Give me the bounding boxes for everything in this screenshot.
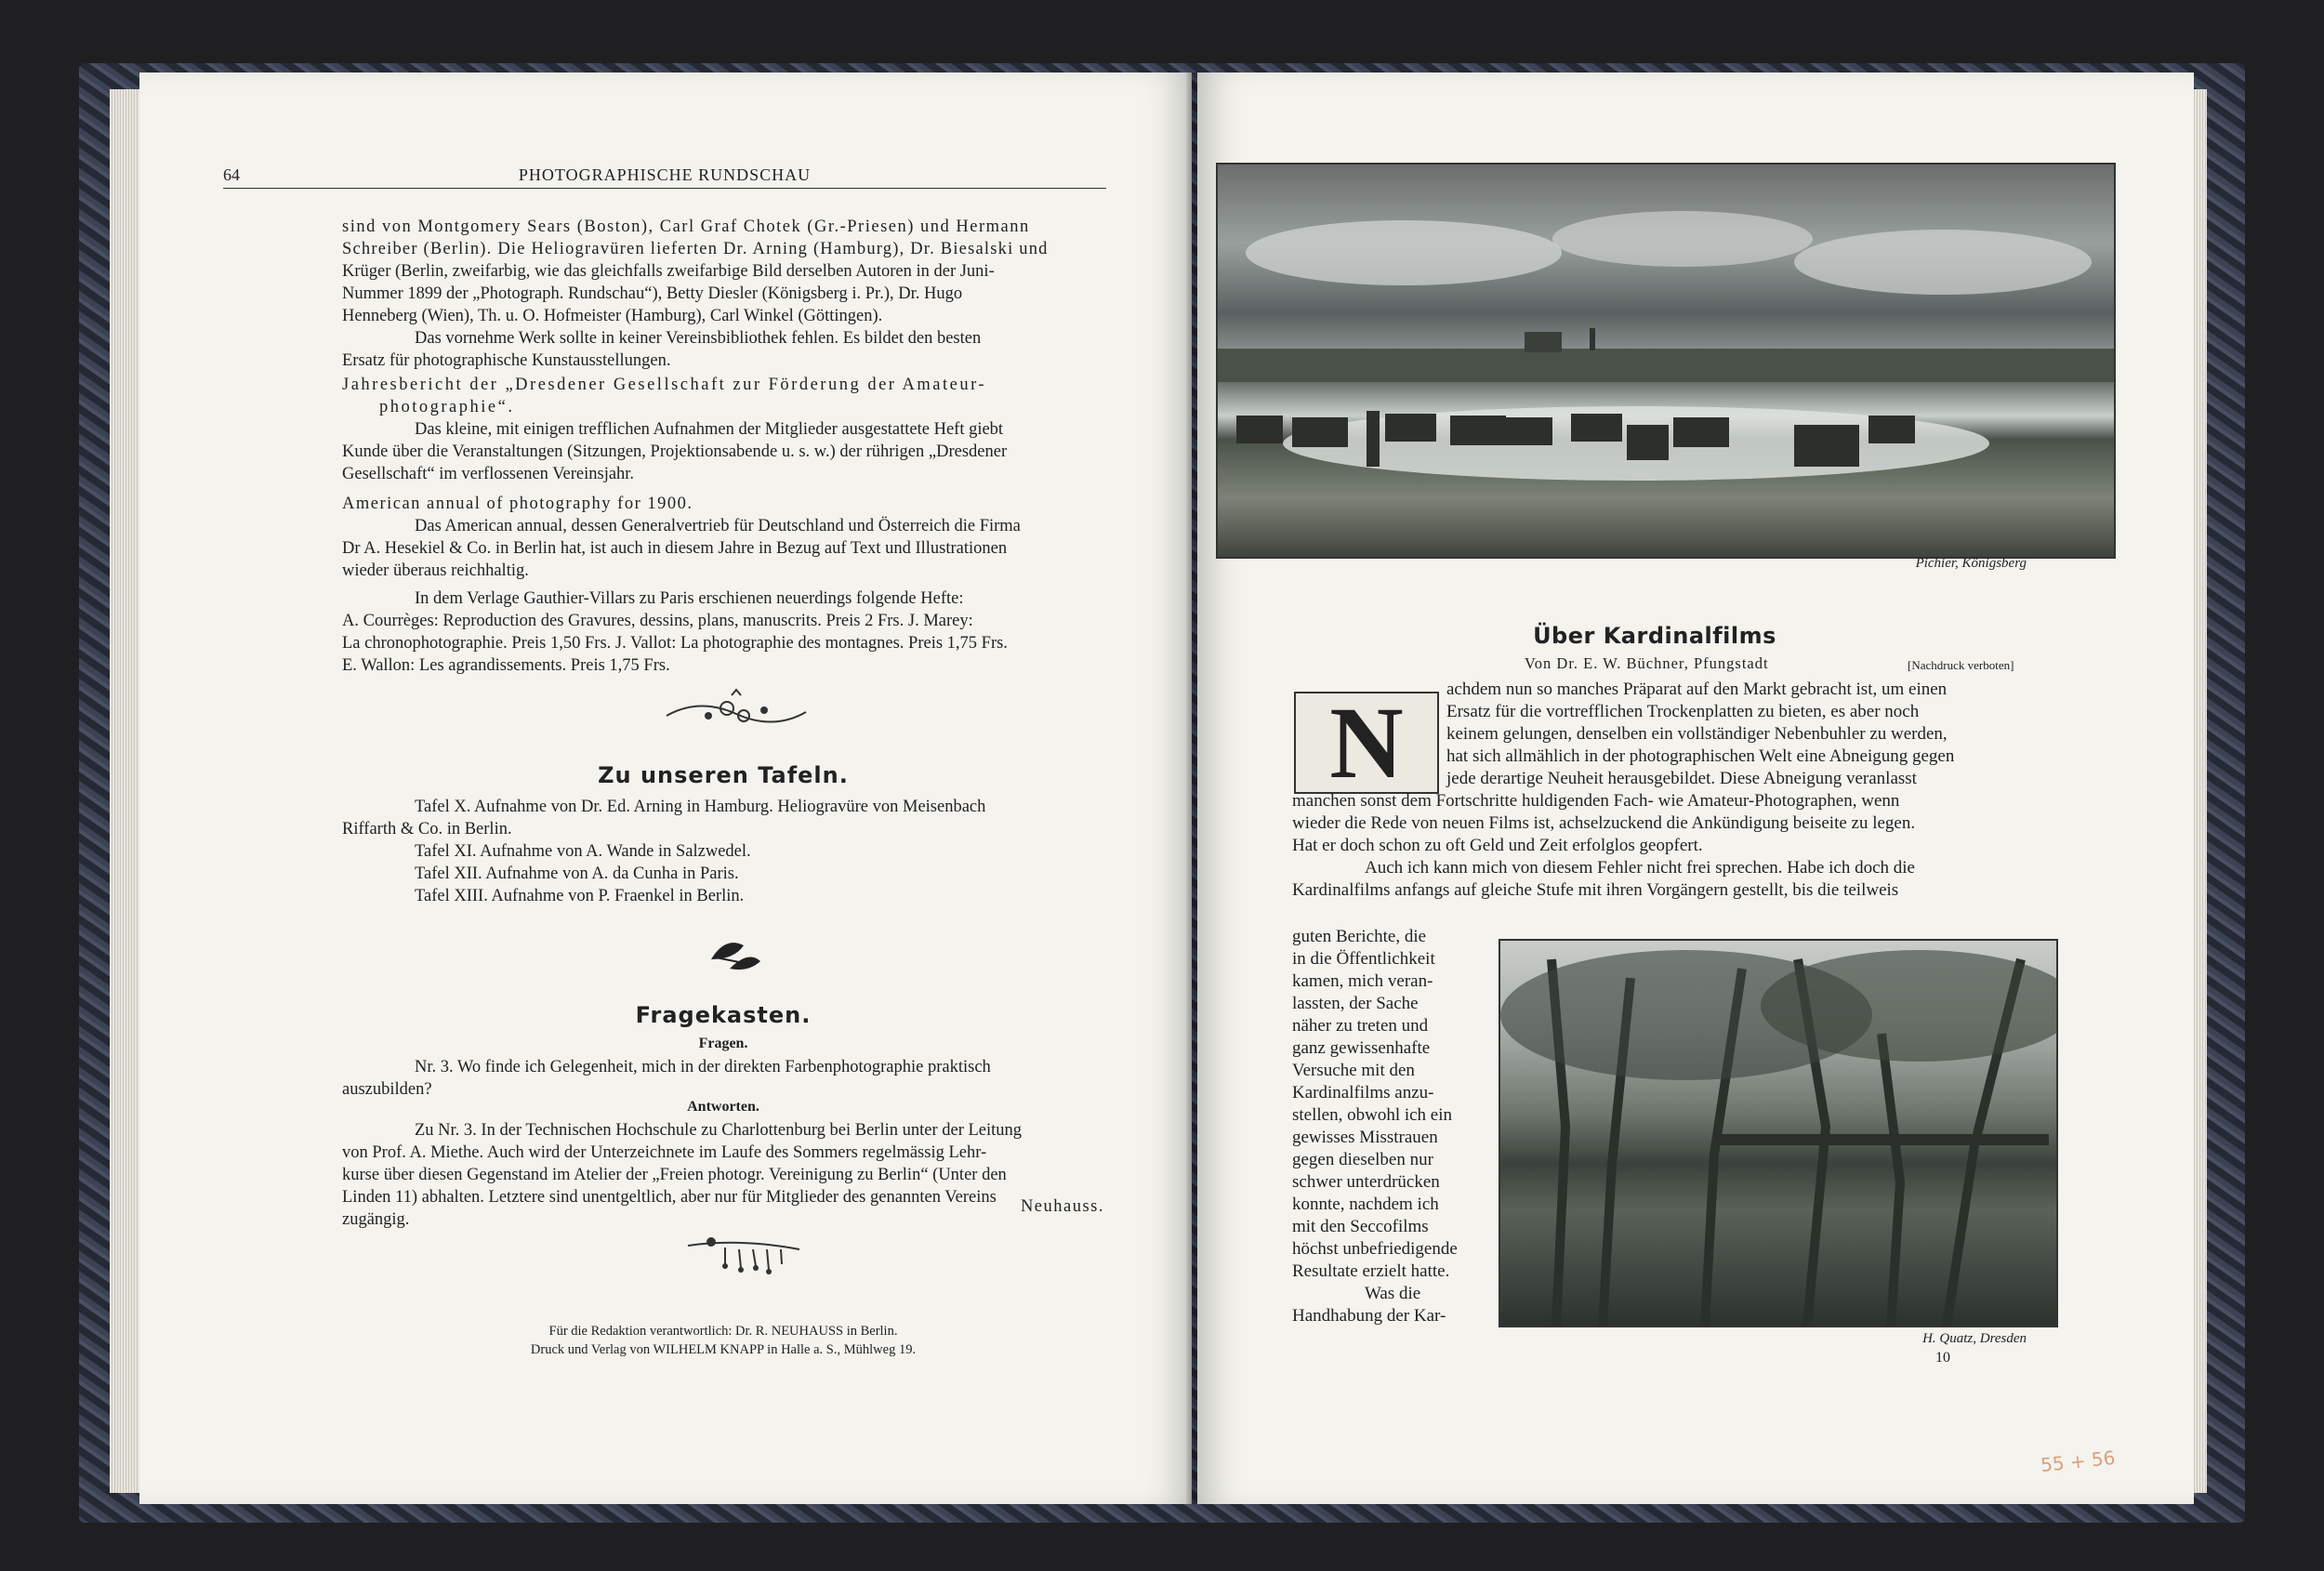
text-line: Kardinalfilms anfangs auf gleiche Stufe mit ihren Vorgängern gestellt, bis die teilweis — [1292, 880, 1899, 900]
text-line: Kardinalfilms anzu- — [1292, 1083, 1434, 1102]
text-line: E. Wallon: Les agrandissements. Preis 1,75 Frs. — [342, 656, 670, 675]
text-line: Schreiber (Berlin). Die Heliogravüren lieferten Dr. Arning (Hamburg), Dr. Biesalski und — [342, 240, 1049, 258]
list-item: Tafel X. Aufnahme von Dr. Ed. Arning in Hamburg. Heliogravüre von Meisenbach — [415, 798, 986, 816]
text-line: Das American annual, dessen Generalvertrieb für Deutschland und Österreich die Firma — [415, 517, 1021, 535]
text-line: Nr. 3. Wo finde ich Gelegenheit, mich in der direkten Farbenphotographie praktisch — [415, 1058, 991, 1076]
imprint-line: Für die Redaktion verantwortlich: Dr. R. NEUHAUSS in Berlin. — [548, 1324, 898, 1339]
section-title: Jahresbericht der „Dresdener Gesellschaft zur Förderung der Amateur- — [342, 376, 987, 394]
text-line: A. Courrèges: Reproduction des Gravures, dessins, plans, manuscrits. Preis 2 Frs. J. Marey: — [342, 612, 973, 630]
article-body-column — [1292, 926, 1474, 1327]
text-line: auszubilden? — [342, 1080, 432, 1099]
fragen-label: Fragen. — [698, 1036, 748, 1051]
gauthier-section — [342, 587, 1104, 677]
text-line: Henneberg (Wien), Th. u. O. Hofmeister (Hamburg), Carl Winkel (Göttingen). — [342, 307, 883, 325]
text-line: wieder die Rede von neuen Films ist, achselzuckend die Ankündigung beiseite zu legen. — [1292, 813, 1916, 833]
text-line: gegen dieselben nur — [1292, 1150, 1433, 1169]
list-item: Riffarth & Co. in Berlin. — [342, 820, 512, 838]
text-line: Kunde über die Veranstaltungen (Sitzungen, Projektionsabende u. s. w.) der rührigen „Dresdener — [342, 442, 1008, 461]
text-line: von Prof. A. Miethe. Auch wird der Unterzeichnete im Laufe des Sommers regelmässig Lehr- — [342, 1143, 987, 1162]
text-line: manchen sonst dem Fortschritte huldigenden Fach- wie Amateur-Photographen, wenn — [1292, 791, 1900, 811]
imprint — [342, 1322, 1104, 1359]
imprint-line: Druck und Verlag von WILHELM KNAPP in Halle a. S., Mühlweg 19. — [530, 1342, 917, 1357]
text-line: stellen, obwohl ich ein — [1292, 1105, 1453, 1125]
landscape-cattle-photo — [1216, 163, 2116, 559]
flooded-trees-photo — [1499, 939, 2058, 1327]
jahresbericht-section — [342, 374, 1104, 485]
text-line: La chronophotographie. Preis 1,50 Frs. J. Vallot: La photographie des montagnes. Preis 1,75 Frs. — [342, 634, 1008, 653]
text-line: höchst unbefriedigende — [1292, 1239, 1458, 1259]
text-line: Hat er doch schon zu oft Geld und Zeit erfolglos geopfert. — [1292, 836, 1703, 855]
running-title: PHOTOGRAPHISCHE RUNDSCHAU — [518, 165, 812, 184]
text-line: achdem nun so manches Präparat auf den Markt gebracht ist, um einen — [1446, 680, 1948, 699]
text-line: Handhabung der Kar- — [1292, 1306, 1446, 1326]
photo-shapes — [1218, 165, 2114, 557]
section-title: American annual of photography for 1900. — [342, 495, 693, 513]
text-line: schwer unterdrücken — [1292, 1172, 1440, 1192]
text-line: wieder überaus reichhaltig. — [342, 561, 529, 580]
article-byline: Von Dr. E. W. Büchner, Pfungstadt — [1525, 654, 1769, 672]
text-line: näher zu treten und — [1292, 1016, 1429, 1036]
text-line: Das kleine, mit einigen trefflichen Aufnahmen der Mitglieder ausgestattete Heft giebt — [415, 420, 1004, 439]
text-line: kamen, mich veran- — [1292, 971, 1433, 991]
floral-sprig-ornament-icon — [683, 1229, 804, 1275]
text-line: Ersatz für die vortrefflichen Trockenplatten zu bieten, es aber noch — [1446, 702, 1920, 721]
american-annual-section — [342, 493, 1104, 582]
text-line: keinem gelungen, denselben ein vollständiger Nebenbuhler zu werden, — [1446, 724, 1948, 744]
article-body-wide — [1292, 790, 2058, 902]
article-body-top — [1446, 679, 2058, 790]
reprint-notice: [Nachdruck verboten] — [1908, 658, 2014, 672]
list-item: Tafel XII. Aufnahme von A. da Cunha in Paris. — [415, 865, 739, 883]
text-line: Resultate erzielt hatte. — [1292, 1261, 1450, 1281]
article-title: Über Kardinalfilms — [1533, 623, 1776, 649]
list-item: Tafel XIII. Aufnahme von P. Fraenkel in Berlin. — [415, 887, 745, 905]
text-line: Das vornehme Werk sollte in keiner Vereinsbibliothek fehlen. Es bildet den besten — [415, 329, 982, 348]
sheet-number: 10 — [1935, 1350, 1950, 1366]
text-line: in die Öffentlichkeit — [1292, 949, 1435, 969]
section-title: photographie“. — [379, 398, 515, 416]
tafeln-heading: Zu unseren Tafeln. — [598, 762, 849, 788]
text-line: Was die — [1365, 1284, 1421, 1303]
text-line: Auch ich kann mich von diesem Fehler nicht frei sprechen. Habe ich doch die — [1365, 858, 1915, 878]
photo-shapes — [1500, 941, 2056, 1326]
antworten-label: Antworten. — [687, 1099, 759, 1115]
text-line: sind von Montgomery Sears (Boston), Carl Graf Chotek (Gr.-Priesen) und Hermann — [342, 218, 1030, 236]
photo2-caption: H. Quatz, Dresden — [1922, 1331, 2027, 1346]
photo1-caption: Pichier, Königsberg — [1915, 556, 2027, 571]
text-line: lassten, der Sache — [1292, 994, 1419, 1013]
list-item: Tafel XI. Aufnahme von A. Wande in Salzwedel. — [415, 842, 751, 861]
page-number: 64 — [223, 165, 240, 184]
fragen-block — [342, 1056, 1104, 1101]
text-line: ganz gewissenhafte — [1292, 1038, 1431, 1058]
text-line: Krüger (Berlin, zweifarbig, wie das gleichfalls zweifarbige Bild derselben Autoren in der Juni- — [342, 262, 995, 281]
text-line: Gesellschaft“ im verflossenen Vereinsjahr. — [342, 465, 635, 483]
text-line: Linden 11) abhalten. Letztere sind unentgeltlich, aber nur für Mitglieder des genannten Vereins — [342, 1188, 997, 1207]
text-line: gewisses Misstrauen — [1292, 1128, 1438, 1147]
text-line: Zu Nr. 3. In der Technischen Hochschule zu Charlottenburg bei Berlin unter der Leitung — [415, 1121, 1023, 1140]
text-line: konnte, nachdem ich — [1292, 1195, 1439, 1214]
text-line: Versuche mit den — [1292, 1061, 1415, 1080]
leaf-ornament-icon — [706, 931, 762, 972]
fragekasten-heading: Fragekasten. — [635, 1002, 812, 1028]
text-line: Dr A. Hesekiel & Co. in Berlin hat, ist auch in diesem Jahre in Bezug auf Text und Illustrationen — [342, 539, 1008, 558]
text-line: Ersatz für photographische Kunstausstellungen. — [342, 351, 671, 370]
text-line: mit den Seccofilms — [1292, 1217, 1429, 1236]
text-line: jede derartige Neuheit herausgebildet. Diese Abneigung veranlasst — [1446, 769, 1917, 788]
text-line: Nummer 1899 der „Photograph. Rundschau“), Betty Diesler (Königsberg i. Pr.), Dr. Hugo — [342, 284, 963, 303]
text-line: In dem Verlage Gauthier-Villars zu Paris erschienen neuerdings folgende Hefte: — [415, 589, 964, 608]
text-line: hat sich allmählich in der photographischen Welt eine Abneigung gegen — [1446, 746, 1955, 766]
tafeln-list — [342, 796, 1104, 907]
text-line: kurse über diesen Gegenstand im Atelier der „Freien photogr. Vereinigung zu Berlin“ (Unter den — [342, 1166, 1007, 1184]
pencil-note: 55 + 56 — [2039, 1446, 2117, 1477]
dropcap-initial: N — [1294, 692, 1439, 794]
floral-ornament-icon — [662, 688, 811, 734]
text-line: guten Berichte, die — [1292, 927, 1427, 946]
text-line: zugängig. — [342, 1210, 410, 1229]
running-head — [223, 165, 1106, 189]
intro-block — [342, 216, 1104, 372]
signature: Neuhauss. — [1020, 1197, 1104, 1216]
